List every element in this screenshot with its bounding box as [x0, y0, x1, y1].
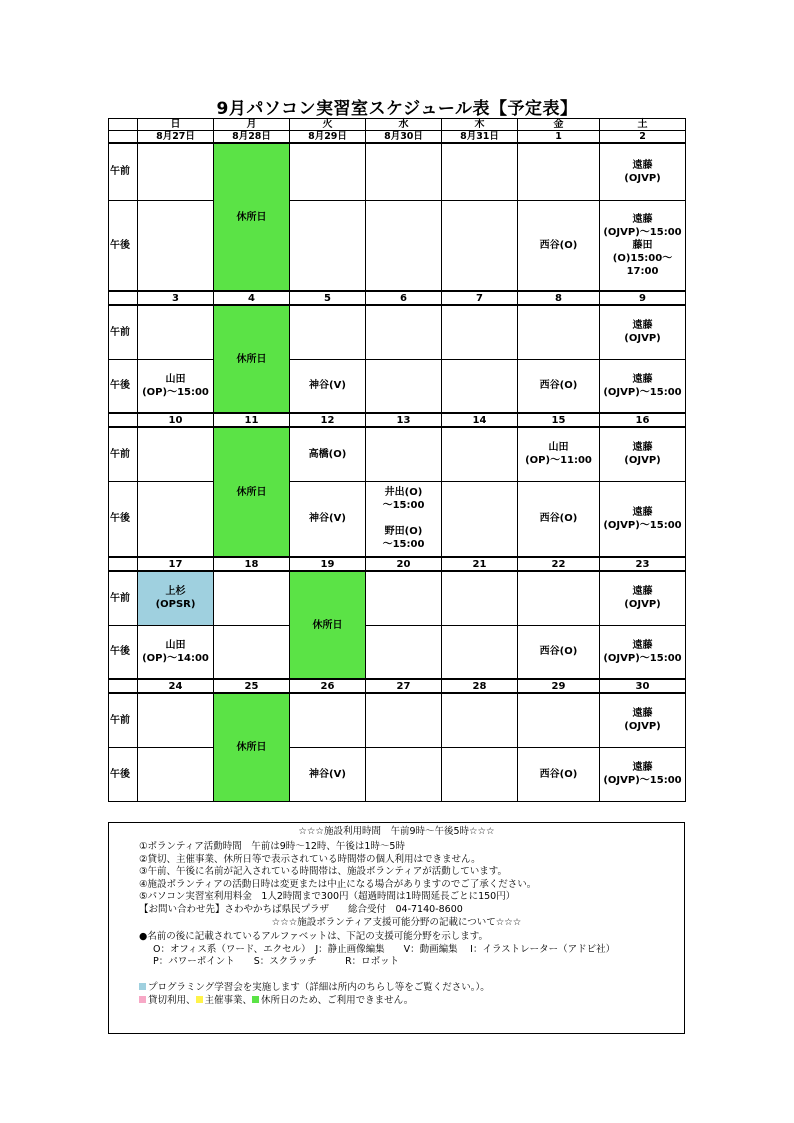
- pm-label: 午後: [109, 200, 138, 291]
- closed-day-cell: 休所日: [290, 571, 366, 679]
- pm-cell: 井出(O) ～15:00 野田(O) ～15:00: [366, 481, 442, 557]
- pm-cell: [366, 200, 442, 291]
- pm-cell: 神谷(V): [290, 481, 366, 557]
- yellow-square-icon: [196, 996, 203, 1003]
- rule-line: ③午前、午後に名前が記入されている時間帯は、施設ボランティアが活動しています。: [139, 866, 507, 877]
- date-cell: 8月28日: [214, 131, 290, 144]
- blue-square-icon: [139, 983, 146, 990]
- am-cell: [442, 427, 518, 481]
- am-cell: [518, 693, 600, 747]
- date-cell: 8月27日: [138, 131, 214, 144]
- pm-cell: 西谷(O): [518, 747, 600, 801]
- rule-line: ②貸切、主催事業、休所日等で表示されている時間帯の個人利用はできません。: [139, 853, 481, 865]
- corner-cell: [109, 119, 138, 131]
- pm-cell: 神谷(V): [290, 747, 366, 801]
- am-cell: [366, 143, 442, 200]
- date-row: [109, 679, 686, 693]
- date-cell: 29: [518, 679, 600, 693]
- date-cell: 7: [442, 291, 518, 305]
- pm-cell: 神谷(V): [290, 359, 366, 413]
- weekday-sun: 日: [138, 119, 214, 131]
- date-cell: 24: [138, 679, 214, 693]
- closed-day-cell: 休所日: [214, 427, 290, 557]
- date-cell: 20: [366, 557, 442, 571]
- am-cell: [290, 693, 366, 747]
- pm-cell: 遠藤 (OJVP)～15:00 藤田 (O)15:00～17:00: [600, 200, 686, 291]
- am-cell: [290, 305, 366, 359]
- closed-day-cell: 休所日: [214, 693, 290, 801]
- pm-row: [109, 625, 686, 679]
- date-cell: 1: [518, 131, 600, 144]
- am-cell: [138, 693, 214, 747]
- date-cell: 18: [214, 557, 290, 571]
- pm-cell: 西谷(O): [518, 200, 600, 291]
- date-cell: 16: [600, 413, 686, 427]
- closed-day-cell: 休所日: [214, 143, 290, 291]
- am-cell: [366, 571, 442, 625]
- date-cell: 15: [518, 413, 600, 427]
- pm-cell: [442, 625, 518, 679]
- am-row: [109, 143, 686, 200]
- am-cell: [442, 143, 518, 200]
- am-label: 午前: [109, 143, 138, 200]
- green-square-icon: [252, 996, 259, 1003]
- pm-cell: [290, 200, 366, 291]
- closed-day-cell: 休所日: [214, 305, 290, 413]
- legend-unavailable: 貸切利用、 主催事業、 休所日のため、ご利用できません。: [139, 995, 413, 1008]
- weekday-wed: 水: [366, 119, 442, 131]
- pm-cell: [214, 625, 290, 679]
- am-cell: [366, 305, 442, 359]
- pm-label: 午後: [109, 359, 138, 413]
- date-row: [109, 557, 686, 571]
- am-cell: [518, 305, 600, 359]
- am-cell: 遠藤 (OJVP): [600, 143, 686, 200]
- support-fields-heading: ☆☆☆施設ボランティア支援可能分野の記載について☆☆☆: [271, 917, 522, 928]
- date-cell: 14: [442, 413, 518, 427]
- pm-row: [109, 359, 686, 413]
- pm-cell: 山田 (OP)～15:00: [138, 359, 214, 413]
- weekday-mon: 月: [214, 119, 290, 131]
- am-cell: [442, 305, 518, 359]
- pm-cell: 遠藤 (OJVP)～15:00: [600, 481, 686, 557]
- am-cell: [138, 305, 214, 359]
- date-cell: 26: [290, 679, 366, 693]
- date-cell: 19: [290, 557, 366, 571]
- pm-cell: 西谷(O): [518, 359, 600, 413]
- am-cell: [138, 427, 214, 481]
- date-row: [109, 413, 686, 427]
- weekday-thu: 木: [442, 119, 518, 131]
- date-cell: 3: [138, 291, 214, 305]
- pm-row: [109, 747, 686, 801]
- pm-row: [109, 481, 686, 557]
- date-cell: 25: [214, 679, 290, 693]
- date-cell: 13: [366, 413, 442, 427]
- facility-hours-heading: ☆☆☆施設利用時間 午前9時～午後5時☆☆☆: [298, 826, 495, 837]
- pm-cell: [366, 359, 442, 413]
- am-cell: 遠藤 (OJVP): [600, 693, 686, 747]
- am-cell: [442, 693, 518, 747]
- am-cell: [518, 571, 600, 625]
- legend-programming: プログラミング学習会を実施します（詳細は所内のちらし等をご覧ください。）。: [139, 982, 490, 995]
- date-row: [109, 291, 686, 305]
- am-row: [109, 693, 686, 747]
- pm-cell: [442, 747, 518, 801]
- pm-label: 午後: [109, 747, 138, 801]
- date-cell: 21: [442, 557, 518, 571]
- date-cell: 30: [600, 679, 686, 693]
- pm-cell: [442, 359, 518, 413]
- fields-line: P：パワーポイント S：スクラッチ R：ロボット: [153, 956, 400, 967]
- date-cell: 12: [290, 413, 366, 427]
- pm-row: [109, 200, 686, 291]
- pink-square-icon: [139, 996, 146, 1003]
- pm-label: 午後: [109, 481, 138, 557]
- pm-cell: 遠藤 (OJVP)～15:00: [600, 747, 686, 801]
- weekday-header-row: [109, 119, 686, 131]
- date-cell: 2: [600, 131, 686, 144]
- am-cell: [290, 143, 366, 200]
- am-label: 午前: [109, 427, 138, 481]
- date-cell: 22: [518, 557, 600, 571]
- pm-label: 午後: [109, 625, 138, 679]
- pm-cell: 遠藤 (OJVP)～15:00: [600, 625, 686, 679]
- date-cell: 8: [518, 291, 600, 305]
- am-cell: [214, 571, 290, 625]
- am-cell: [138, 143, 214, 200]
- pm-cell: [366, 625, 442, 679]
- date-cell: 23: [600, 557, 686, 571]
- am-label: 午前: [109, 571, 138, 625]
- date-cell: 28: [442, 679, 518, 693]
- date-cell: 8月29日: [290, 131, 366, 144]
- am-label: 午前: [109, 305, 138, 359]
- rule-line: ⑤パソコン実習室利用料金 1人2時間まで300円（超過時間は1時間延長ごとに150円）: [139, 891, 516, 902]
- contact-line: 【お問い合わせ先】さわやかちば県民プラザ 総合受付 04-7140-8600: [139, 903, 463, 915]
- am-cell: [366, 693, 442, 747]
- weekday-fri: 金: [518, 119, 600, 131]
- date-cell: 8月31日: [442, 131, 518, 144]
- am-cell: 遠藤 (OJVP): [600, 427, 686, 481]
- programming-session-cell: 上杉 (OPSR): [138, 571, 214, 625]
- date-cell: 5: [290, 291, 366, 305]
- date-cell: 4: [214, 291, 290, 305]
- am-label: 午前: [109, 693, 138, 747]
- rule-line: ①ボランティア活動時間 午前は9時～12時、午後は1時～5時: [139, 841, 405, 852]
- weekday-tue: 火: [290, 119, 366, 131]
- schedule-table: [108, 118, 686, 802]
- pm-cell: [442, 200, 518, 291]
- pm-cell: [138, 481, 214, 557]
- pm-cell: 山田 (OP)～14:00: [138, 625, 214, 679]
- am-cell: [366, 427, 442, 481]
- pm-cell: 遠藤 (OJVP)～15:00: [600, 359, 686, 413]
- am-row: [109, 427, 686, 481]
- date-cell: 8月30日: [366, 131, 442, 144]
- notes-box: [108, 822, 685, 1034]
- am-cell: 高橋(O): [290, 427, 366, 481]
- am-cell: 遠藤 (OJVP): [600, 571, 686, 625]
- date-cell: 11: [214, 413, 290, 427]
- am-cell: [442, 571, 518, 625]
- fields-intro: ●名前の後に記載されているアルファベットは、下記の支援可能分野を示します。: [139, 931, 488, 942]
- am-row: [109, 305, 686, 359]
- pm-cell: 西谷(O): [518, 625, 600, 679]
- pm-cell: [442, 481, 518, 557]
- am-cell: 遠藤 (OJVP): [600, 305, 686, 359]
- date-row: [109, 131, 686, 144]
- fields-line: O：オフィス系（ワード、エクセル） J：静止画像編集 V：動画編集 I：イラストレーター（アドビ社）: [153, 943, 616, 955]
- date-cell: 10: [138, 413, 214, 427]
- pm-cell: 西谷(O): [518, 481, 600, 557]
- page-title: 9月パソコン実習室スケジュール表【予定表】: [216, 99, 578, 119]
- date-cell: 9: [600, 291, 686, 305]
- weekday-sat: 土: [600, 119, 686, 131]
- pm-cell: [366, 747, 442, 801]
- date-cell: 17: [138, 557, 214, 571]
- pm-cell: [138, 747, 214, 801]
- am-row: [109, 571, 686, 625]
- rule-line: ④施設ボランティアの活動日時は変更または中止になる場合がありますのでご了承ください。: [139, 878, 537, 890]
- am-cell: 山田 (OP)～11:00: [518, 427, 600, 481]
- date-cell: 27: [366, 679, 442, 693]
- pm-cell: [138, 200, 214, 291]
- date-cell: 6: [366, 291, 442, 305]
- am-cell: [518, 143, 600, 200]
